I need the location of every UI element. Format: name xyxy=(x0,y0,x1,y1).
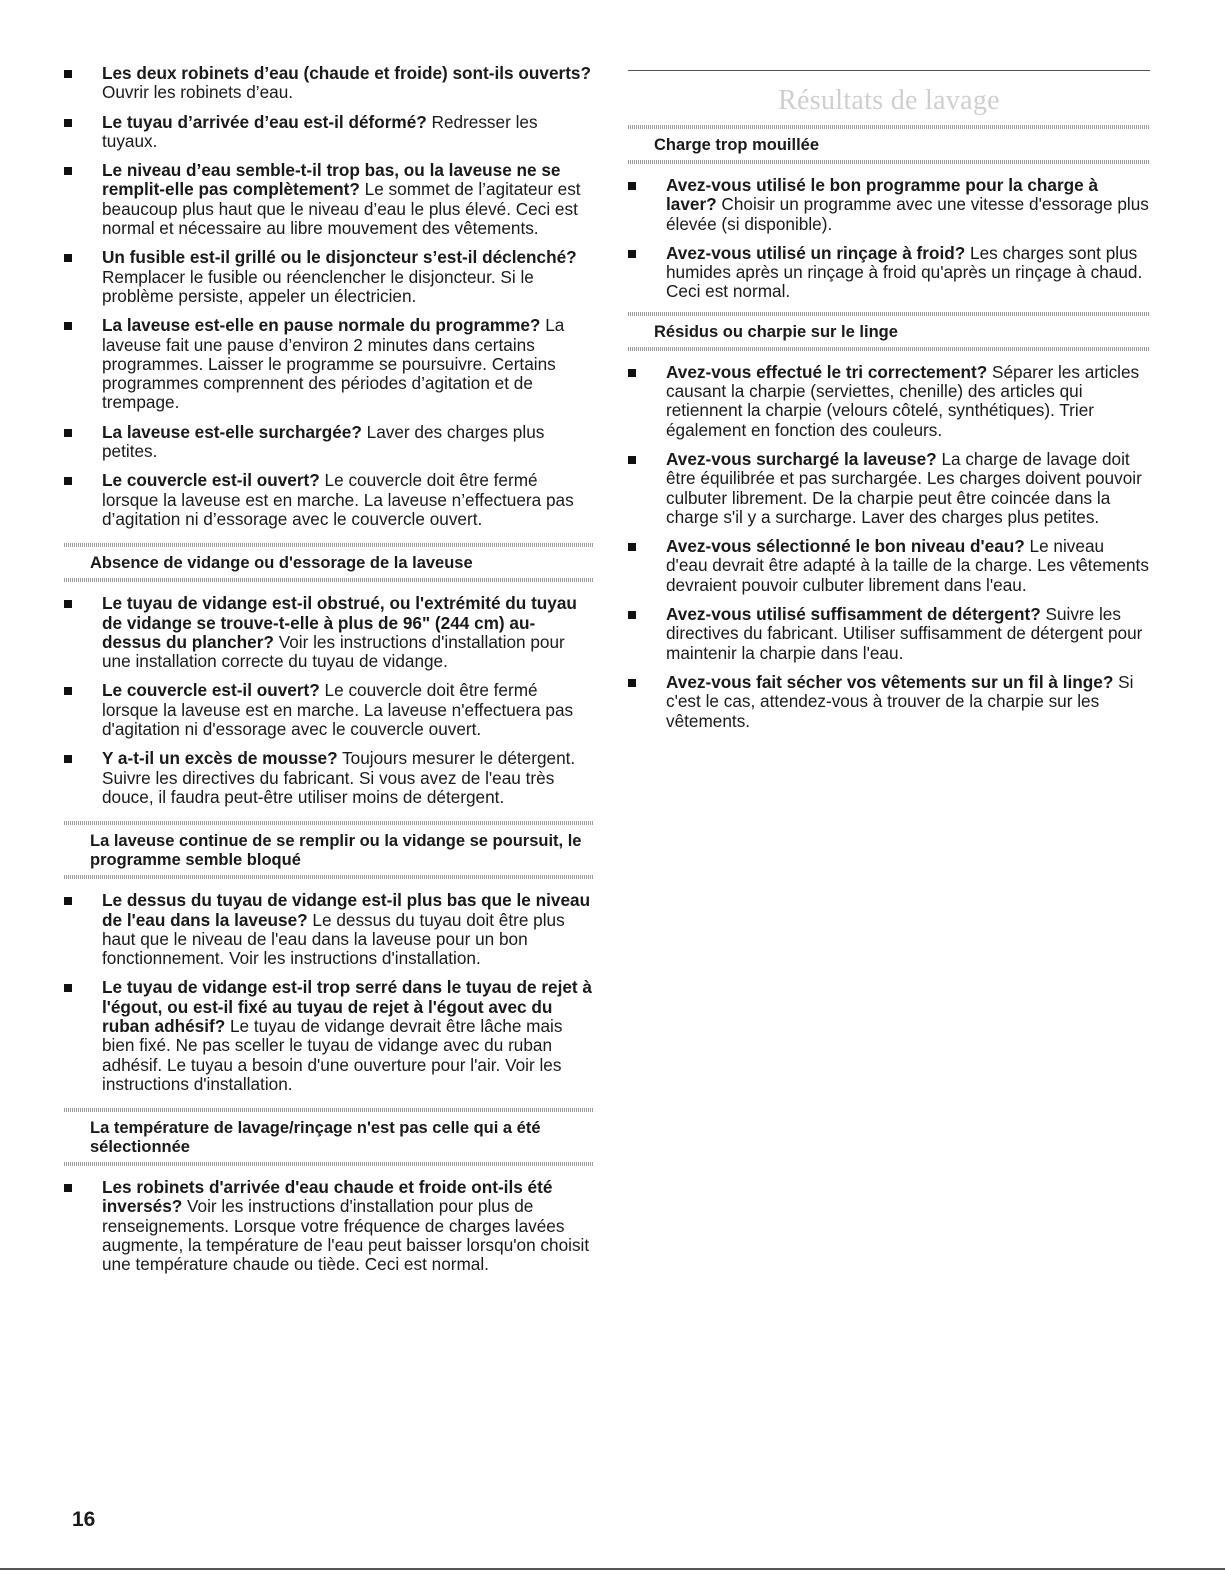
answer-text: Le niveau d'eau devrait être adapté à la taille de la charge. Les vêtements devraient pouvoir culbuter librement dans l'eau. xyxy=(666,536,1149,595)
list-item xyxy=(64,64,594,103)
list-item xyxy=(628,176,1150,234)
section-list xyxy=(628,363,1150,731)
section-list xyxy=(64,891,594,1094)
answer-text: Le couvercle doit être fermé lorsque la laveuse est en marche. La laveuse n'effectuera pas d'agitation ni d'essorage avec le couvercle ouvert. xyxy=(102,680,574,740)
answer-text: La charge de lavage doit être équilibrée et pas surchargée. Les charges doivent pouvoir culbuter librement. De la charpie peut être coincée dans la charge s'il y a surcharge. Laver des charges plus petites. xyxy=(666,448,1142,527)
list-item xyxy=(64,316,594,412)
question-text: Avez-vous surchargé la laveuse? xyxy=(666,448,937,469)
answer-text: Séparer les articles causant la charpie (serviettes, chenille) des articles qui retiennent la charpie (velours côtelé, synthétiques). Trier également en fonction des couleurs. xyxy=(666,361,1140,440)
list-item xyxy=(628,363,1150,440)
section-list xyxy=(64,1178,594,1274)
answer-text: Toujours mesurer le détergent. Suivre les directives du fabricant. Si vous avez de l'eau très douce, il faudra peut-être utiliser moins de détergent. xyxy=(102,748,576,807)
answer-text: La laveuse fait une pause d’environ 2 minutes dans certains programmes. Laisser le programme se poursuivre. Certains programmes comprennent des périodes d’agitation et de trempage. xyxy=(102,315,565,413)
list-item xyxy=(64,423,594,462)
right-sections xyxy=(628,125,1150,731)
answer-text: Voir les instructions d'installation pour une installation correcte du tuyau de vidange. xyxy=(102,631,565,672)
question-text: Le tuyau de vidange est-il trop serré dans le tuyau de rejet à l'égout, ou est-il fixé au tuyau de rejet à l'égout avec du ruban adhésif? xyxy=(102,977,592,1036)
results-title: Résultats de lavage xyxy=(778,85,1000,116)
section-list xyxy=(64,594,594,807)
answer-text: Le tuyau de vidange devrait être lâche mais bien fixé. Ne pas sceller le tuyau de vidange avec du ruban adhésif. Le tuyau a besoin d'une ouverture pour l'air. Voir les instructions d'installation. xyxy=(102,1015,563,1094)
section-list xyxy=(628,176,1150,302)
question-text: Le dessus du tuyau de vidange est-il plus bas que le niveau de l'eau dans la laveuse? xyxy=(102,890,591,930)
answer-text: Redresser les tuyaux. xyxy=(102,111,538,151)
intro-list xyxy=(64,64,594,529)
bottom-divider xyxy=(0,1568,1225,1570)
answer-text: Les charges sont plus humides après un rinçage à froid qu'après un rinçage à chaud. Ceci est normal. xyxy=(666,242,1143,302)
section-heading: Charge trop mouillée xyxy=(628,125,1150,164)
question-text: Avez-vous utilisé suffisamment de détergent? xyxy=(666,604,1041,625)
section-heading: Absence de vidange ou d'essorage de la laveuse xyxy=(64,543,594,582)
top-divider xyxy=(628,70,1150,71)
list-item xyxy=(64,978,594,1094)
question-text: Avez-vous effectué le tri correctement? xyxy=(666,361,988,382)
list-item xyxy=(64,749,594,807)
answer-text: Si c'est le cas, attendez-vous à trouver de la charpie sur les vêtements. xyxy=(666,671,1134,731)
question-text: La laveuse est-elle en pause normale du programme? xyxy=(102,315,541,336)
answer-text: Choisir un programme avec une vitesse d'essorage plus élevée (si disponible). xyxy=(666,194,1149,234)
list-item xyxy=(64,681,594,739)
list-item xyxy=(628,450,1150,527)
list-item xyxy=(64,161,594,238)
question-text: La laveuse est-elle surchargée? xyxy=(102,421,362,442)
list-item xyxy=(64,471,594,529)
question-text: Avez-vous sélectionné le bon niveau d'eau? xyxy=(666,536,1025,557)
right-column xyxy=(628,70,1150,741)
section-heading: Résidus ou charpie sur le linge xyxy=(628,312,1150,351)
list-item xyxy=(628,605,1150,663)
answer-text: Remplacer le fusible ou réenclencher le disjoncteur. Si le problème persiste, appeler un électricien. xyxy=(102,266,534,306)
list-item xyxy=(628,537,1150,595)
section-heading: La laveuse continue de se remplir ou la vidange se poursuit, le programme semble bloqué xyxy=(64,821,594,879)
answer-text: Le sommet de l’agitateur est beaucoup plus haut que le niveau d’eau le plus élevé. Ceci est normal et nécessaire au libre mouvement des vêtements. xyxy=(102,179,581,239)
left-column xyxy=(64,64,594,1285)
answer-text: Le couvercle doit être fermé lorsque la laveuse est en marche. La laveuse n’effectuera pas d’agitation ni d’essorage avec le couvercle ouvert. xyxy=(102,470,574,529)
page-number: 16 xyxy=(72,1508,96,1531)
question-text: Le niveau d’eau semble-t-il trop bas, ou la laveuse ne se remplit-elle pas complètement? xyxy=(102,160,561,200)
list-item xyxy=(64,248,594,306)
list-item xyxy=(64,1178,594,1274)
section-heading: La température de lavage/rinçage n'est pas celle qui a été sélectionnée xyxy=(64,1108,594,1166)
question-text: Le tuyau d’arrivée d’eau est-il déformé? xyxy=(102,111,427,132)
answer-text: Le dessus du tuyau doit être plus haut que le niveau de l'eau dans la laveuse pour un bon fonctionnement. Voir les instructions d'installation. xyxy=(102,909,565,969)
question-text: Un fusible est-il grillé ou le disjoncteur s’est-il déclenché? xyxy=(102,247,577,268)
answer-text: Voir les instructions d'installation pour plus de renseignements. Lorsque votre fréquence de charges lavées augmente, la température de l'eau peut baisser lorsqu'on choisit une température chaude ou tiède. Ceci est normal. xyxy=(102,1196,590,1275)
list-item xyxy=(628,244,1150,302)
question-text: Avez-vous utilisé le bon programme pour la charge à laver? xyxy=(666,175,1099,215)
question-text: Avez-vous fait sécher vos vêtements sur un fil à linge? xyxy=(666,671,1114,692)
question-text: Les deux robinets d’eau (chaude et froide) sont-ils ouverts? xyxy=(102,63,591,83)
question-text: Y a-t-il un excès de mousse? xyxy=(102,748,338,769)
question-text: Avez-vous utilisé un rinçage à froid? xyxy=(666,242,966,263)
question-text: Le couvercle est-il ouvert? xyxy=(102,470,320,491)
question-text: Le couvercle est-il ouvert? xyxy=(102,680,320,701)
answer-text: Laver des charges plus petites. xyxy=(102,421,545,462)
question-text: Les robinets d'arrivée d'eau chaude et froide ont-ils été inversés? xyxy=(102,1177,553,1217)
list-item xyxy=(64,891,594,968)
list-item xyxy=(628,673,1150,731)
question-text: Le tuyau de vidange est-il obstrué, ou l'extrémité du tuyau de vidange se trouve-t-elle à plus de 96" (244 cm) au-dessus du plancher? xyxy=(102,593,577,652)
answer-text: Ouvrir les robinets d’eau. xyxy=(102,82,294,103)
left-sections xyxy=(64,543,594,1274)
list-item xyxy=(64,594,594,671)
answer-text: Suivre les directives du fabricant. Utiliser suffisamment de détergent pour maintenir la charpie dans l'eau. xyxy=(666,604,1143,663)
list-item xyxy=(64,113,594,152)
